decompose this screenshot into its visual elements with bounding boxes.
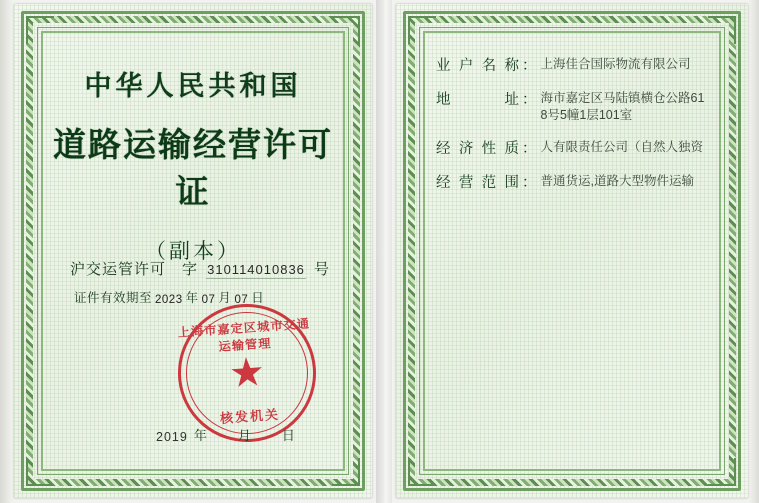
field-colon-address: ：: [522, 92, 537, 108]
validity-month-value: 07: [201, 294, 216, 306]
field-colon-business-scope: ：: [522, 175, 537, 191]
license-zi-label: 字: [182, 262, 199, 278]
field-label-business-scope: 经营范围: [436, 175, 520, 191]
country-title: 中华人民共和国: [84, 71, 302, 101]
seal-bottom-text: 核发机关: [219, 406, 281, 426]
page-edge-left: [0, 0, 14, 503]
certificate-right-page: [396, 4, 748, 498]
field-colon-economic-nature: ：: [522, 141, 537, 157]
field-value-business-name: 上海佳合国际物流有限公司: [540, 57, 691, 71]
validity-day-value: 07: [234, 294, 249, 306]
certificate-left-page: [14, 4, 372, 498]
seal-top-text: 上海市嘉定区城市交通运输管理: [177, 316, 311, 354]
license-prefix-label: 沪交运管许可: [70, 262, 167, 278]
issue-year-unit: 年: [193, 428, 208, 443]
license-number-value: 310114010836: [207, 262, 305, 277]
field-value-business-scope: 普通货运,道路大型物件运输: [540, 174, 694, 188]
validity-month-unit: 月: [218, 291, 232, 305]
field-colon-business-name: ：: [522, 58, 537, 74]
validity-year-value: 2023: [155, 294, 183, 306]
field-value-economic-nature: 人有限责任公司（自然人独资: [540, 140, 704, 154]
validity-row: [74, 288, 264, 306]
validity-year-unit: 年: [185, 291, 199, 305]
field-row-business-name: [436, 54, 708, 75]
page-edge-right: [748, 0, 759, 503]
issue-day-unit: 日: [281, 428, 296, 443]
field-value-address: 海市嘉定区马陆镇横仓公路618号5幢1层101室: [540, 91, 705, 122]
certificate-left-content: [46, 36, 340, 466]
field-row-address: [436, 88, 708, 124]
field-label-economic-nature: 经济性质: [436, 141, 520, 157]
field-label-address: 地址: [436, 92, 520, 108]
certificate-copy-type: （副本）: [145, 239, 241, 263]
issue-year-value: 2019: [156, 430, 188, 444]
business-info-list: [436, 54, 708, 205]
license-number-row: [70, 258, 330, 279]
validity-label: 证件有效期至: [74, 291, 153, 305]
field-label-business-name: 业户名称: [436, 58, 520, 74]
license-hao-label: 号: [313, 262, 330, 278]
field-row-economic-nature: [436, 137, 708, 158]
validity-day-unit: 日: [251, 291, 265, 305]
field-row-business-scope: [436, 171, 708, 192]
issue-month-unit: 月: [237, 428, 252, 443]
certificate-title: 道路运输经营许可证: [53, 128, 333, 211]
issue-date-row: [156, 425, 296, 444]
certificate-right-content: [428, 36, 716, 466]
page-fold-shadow: [376, 0, 392, 503]
